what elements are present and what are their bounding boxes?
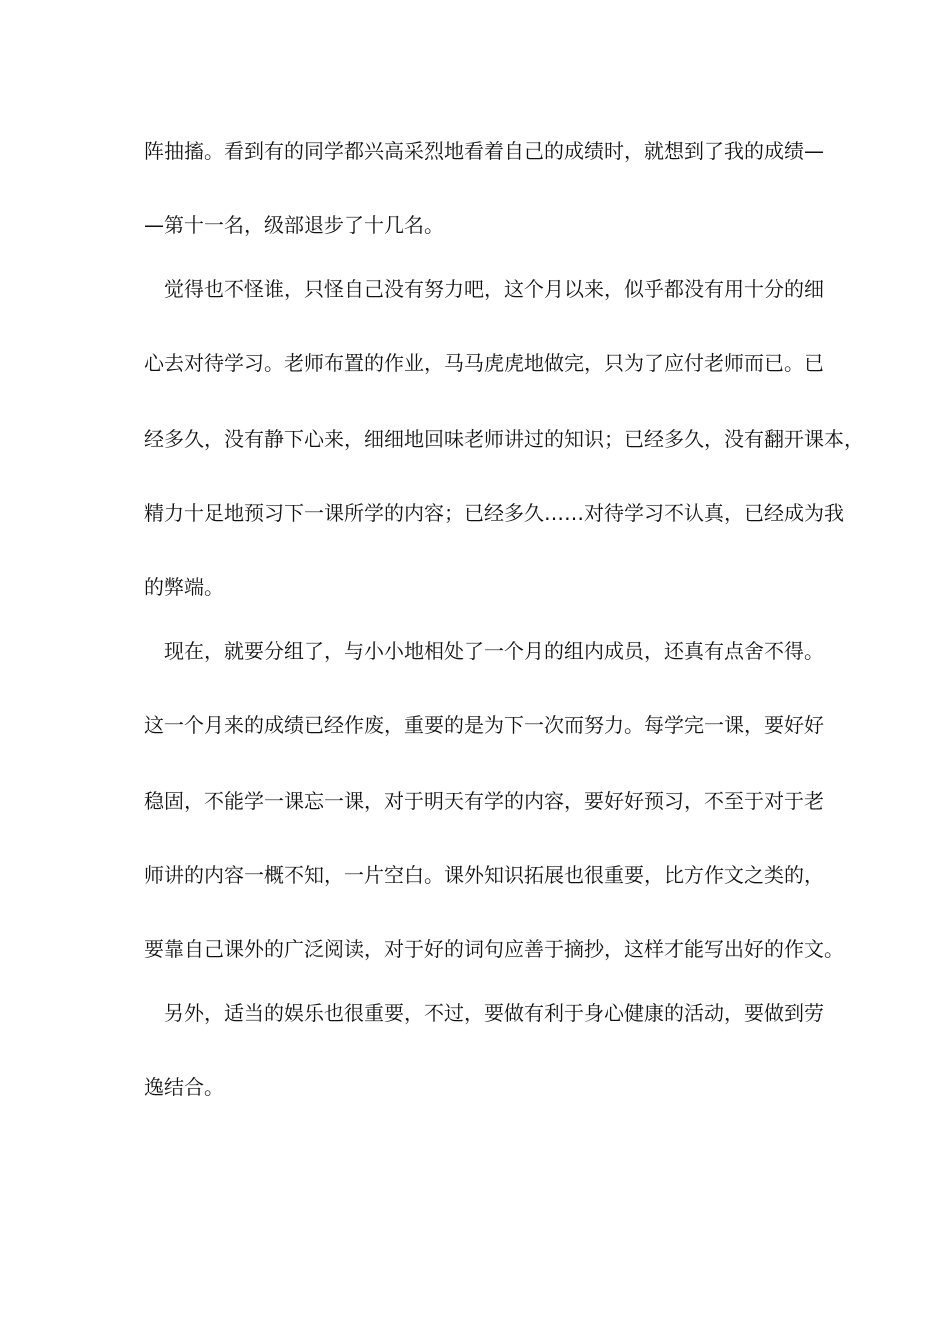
text-line: 稳固，不能学一课忘一课，对于明天有学的内容，要好好预习，不至于对于老 <box>144 789 824 813</box>
text-line: 要靠自己课外的广泛阅读，对于好的词句应善于摘抄，这样才能写出好的作文。 <box>144 937 844 961</box>
paragraph-start-line: 现在，就要分组了，与小小地相处了一个月的组内成员，还真有点舍不得。 <box>164 639 824 663</box>
text-line: 阵抽搐。看到有的同学都兴高采烈地看着自己的成绩时，就想到了我的成绩— <box>144 139 824 163</box>
text-line: 心去对待学习。老师布置的作业，马马虎虎地做完，只为了应付老师而已。已 <box>144 351 824 375</box>
text-line: 这一个月来的成绩已经作废，重要的是为下一次而努力。每学完一课，要好好 <box>144 713 824 737</box>
text-line: 师讲的内容一概不知，一片空白。课外知识拓展也很重要，比方作文之类的， <box>144 863 824 887</box>
text-line: —第十一名，级部退步了十几名。 <box>144 213 444 237</box>
text-line: 逸结合。 <box>144 1075 224 1099</box>
text-line: 经多久，没有静下心来，细细地回味老师讲过的知识；已经多久，没有翻开课本， <box>144 427 864 451</box>
paragraph-start-line: 觉得也不怪谁，只怪自己没有努力吧，这个月以来，似乎都没有用十分的细 <box>164 277 824 301</box>
text-line: 精力十足地预习下一课所学的内容；已经多久……对待学习不认真，已经成为我 <box>144 501 844 525</box>
text-line: 的弊端。 <box>144 575 224 599</box>
paragraph-start-line: 另外，适当的娱乐也很重要，不过，要做有利于身心健康的活动，要做到劳 <box>164 1001 824 1025</box>
